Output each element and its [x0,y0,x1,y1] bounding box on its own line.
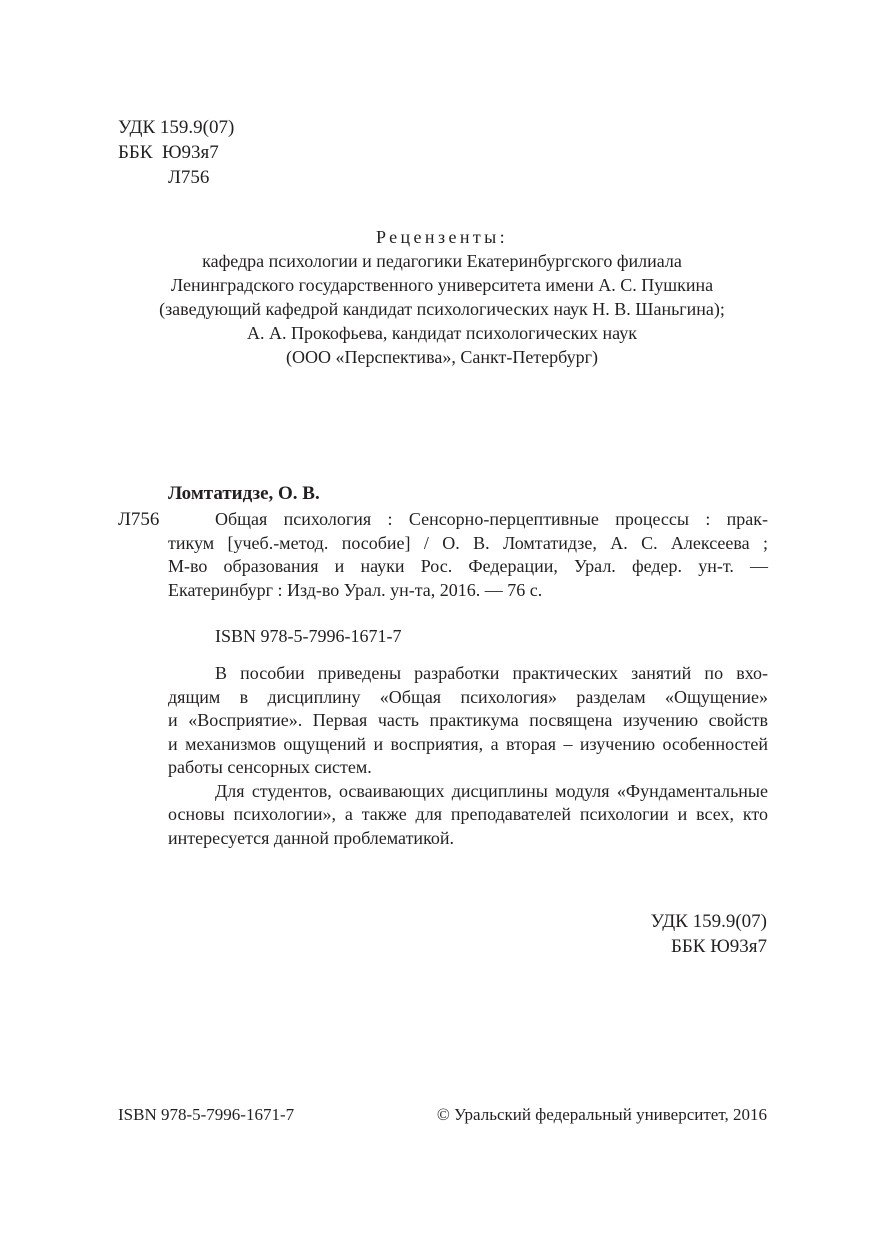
annotation-paragraph-2 [168,803,768,850]
author-mark: Л756 [118,509,160,530]
footer-isbn: ISBN 978-5-7996-1671-7 [118,1105,295,1124]
annotation-p1-first [215,662,768,686]
annotation-line: интересуется данной проблематикой. [168,827,455,848]
reviewer-line: Ленинградского государственного университета имени А. С. Пушкина [170,275,714,295]
annotation-paragraph-1 [168,686,768,780]
copyright: © Уральский федеральный университет, 2016 [436,1105,767,1124]
udk-code-bottom: УДК 159.9(07) [650,911,767,932]
reviewer-line: А. А. Прокофьева, кандидат психологических наук [246,323,637,343]
description-line: М-во образования и науки Рос. Федерации, Урал. федер. ун-т. — [168,556,768,576]
annotation-line: Для студентов, осваивающих дисциплины модуля «Фундаментальные [215,780,768,801]
annotation-line: работы сенсорных систем. [168,757,372,777]
reviewer-line: кафедра психологии и педагогики Екатеринбургского филиала [202,251,682,271]
description-line: тикум [учеб.-метод. пособие] / О. В. Ломтатидзе, А. С. Алексеева ; [168,532,768,553]
description-line: Общая психология : Сенсорно-перцептивные процессы : прак- [215,509,768,529]
annotation-line: и механизмов ощущений и восприятия, а вторая – изучению особенностей [168,733,768,754]
author-mark-top: Л756 [168,167,210,188]
annotation-line: основы психологии», а также для преподавателей психологии и всех, кто [168,804,768,824]
isbn: ISBN 978-5-7996-1671-7 [215,626,402,646]
description-line: Екатеринбург : Изд-во Урал. ун-та, 2016. — 76 с. [168,579,543,600]
reviewers-heading: Рецензенты: [375,227,509,247]
bibliographic-description [215,508,768,532]
reviewer-line: (заведующий кафедрой кандидат психологических наук Н. В. Шаньгина); [159,299,725,319]
udk-code: УДК 159.9(07) [118,117,235,138]
annotation-line: дящим в дисциплину «Общая психология» разделам «Ощущение» [168,686,768,707]
annotation-p2-first [215,780,768,804]
bbk-code-bottom: ББК Ю93я7 [670,936,767,957]
bibliographic-description-cont [168,532,768,603]
reviewer-line: (ООО «Перспектива», Санкт-Петербург) [285,347,599,367]
author-name: Ломтатидзе, О. В. [168,483,320,504]
annotation-line: В пособии приведены разработки практических занятий по вхо- [215,663,768,683]
annotation-line: и «Восприятие». Первая часть практикума посвящена изучению свойств [168,710,768,730]
reviewers-block [118,225,766,369]
bbk-code: ББК Ю93я7 [118,142,219,163]
